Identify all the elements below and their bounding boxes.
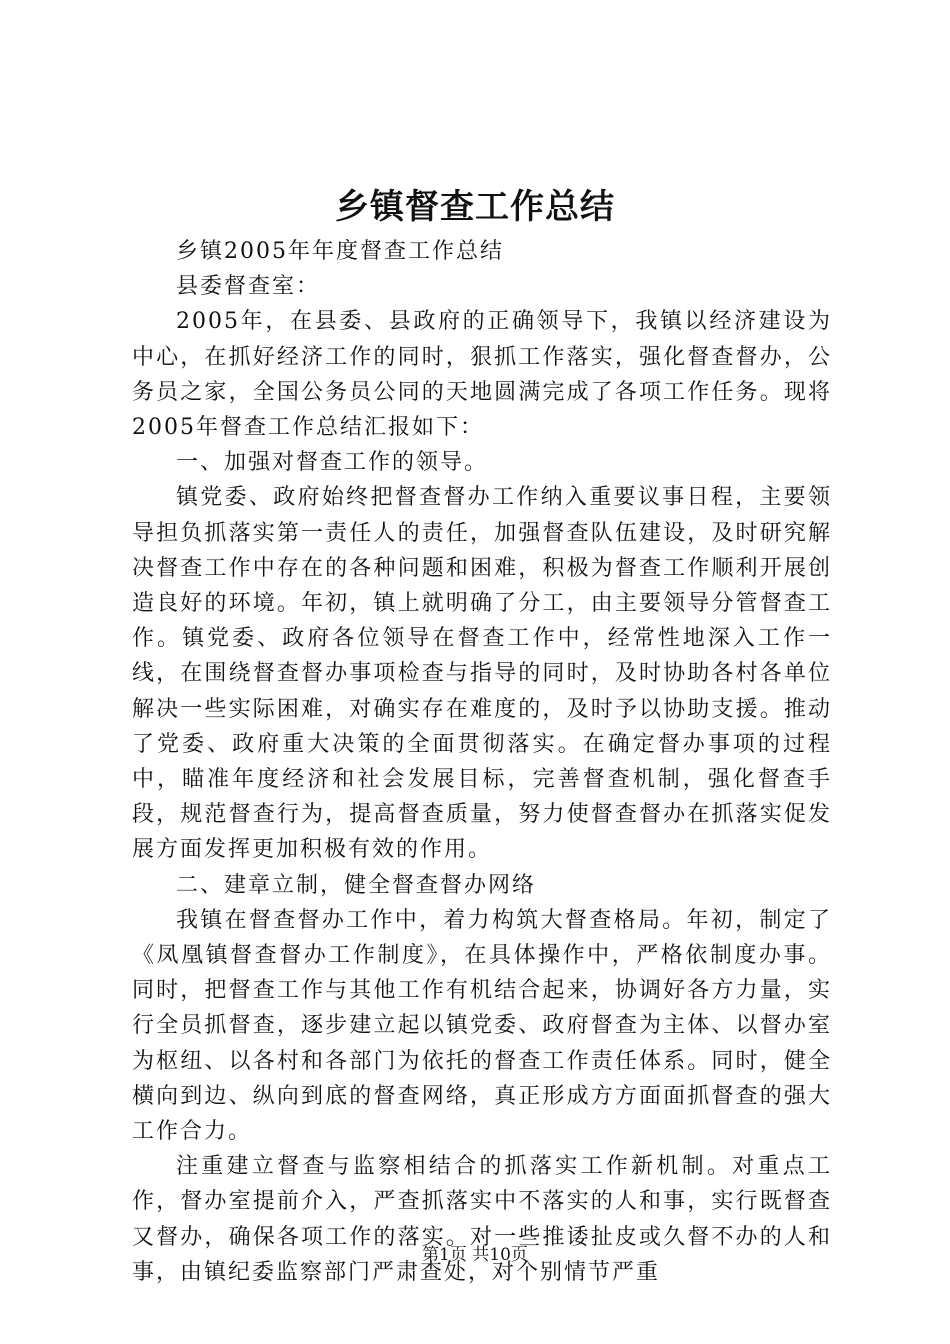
document-body bbox=[132, 234, 832, 1290]
section-heading-2: 二、建章立制，健全督查督办网络 bbox=[176, 872, 537, 898]
paragraph-addressee: 县委督查室： bbox=[176, 274, 321, 300]
page-footer: 第1页 共10页 bbox=[422, 1245, 528, 1265]
paragraph-section-2-continued: 注重建立督查与监察相结合的抓落实工作新机制。对重点工作，督办室提前介入，严查抓落实中不落实的人和事，实行既督查又督办，确保各项工作的落实。对一些推诿扯皮或久督不办的人和事，由镇纪委监察部门严肃查处，对个别情节严重 bbox=[132, 1154, 832, 1285]
paragraph-section-1: 镇党委、政府始终把督查督办工作纳入重要议事日程，主要领导担负抓落实第一责任人的责任，加强督查队伍建设，及时研究解决督查工作中存在的各种问题和困难，积极为督查工作顺利开展创造良好的环境。年初，镇上就明确了分工，由主要领导分管督查工作。镇党委、政府各位领导在督查工作中，经常性地深入工作一线，在围绕督查督办事项检查与指导的同时，及时协助各村各单位解决一些实际困难，对确实存在难度的，及时予以协助支援。推动了党委、政府重大决策的全面贯彻落实。在确定督办事项的过程中，瞄准年度经济和社会发展目标，完善督查机制，强化督查手段，规范督查行为，提高督查质量，努力使督查督办在抓落实促发展方面发挥更加积极有效的作用。 bbox=[132, 485, 832, 863]
document-title: 乡镇督查工作总结 bbox=[335, 187, 615, 227]
paragraph-subtitle: 乡镇2005年年度督查工作总结 bbox=[176, 239, 504, 264]
section-heading-1: 一、加强对督查工作的领导。 bbox=[176, 450, 489, 476]
paragraph-intro: 2005年，在县委、县政府的正确领导下，我镇以经济建设为中心，在抓好经济工作的同时，狠抓工作落实，强化督查督办，公务员之家，全国公务员公同的天地圆满完成了各项工作任务。现将2005年督查工作总结汇报如下： bbox=[132, 309, 832, 441]
paragraph-section-2: 我镇在督查督办工作中，着力构筑大督查格局。年初，制定了《凤凰镇督查督办工作制度》，在具体操作中，严格依制度办事。同时，把督查工作与其他工作有机结合起来，协调好各方力量，实行全员抓督查，逐步建立起以镇党委、政府督查为主体、以督办室为枢纽、以各村和各部门为依托的督查工作责任体系。同时，健全横向到边、纵向到底的督查网络，真正形成方方面面抓督查的强大工作合力。 bbox=[132, 907, 832, 1145]
